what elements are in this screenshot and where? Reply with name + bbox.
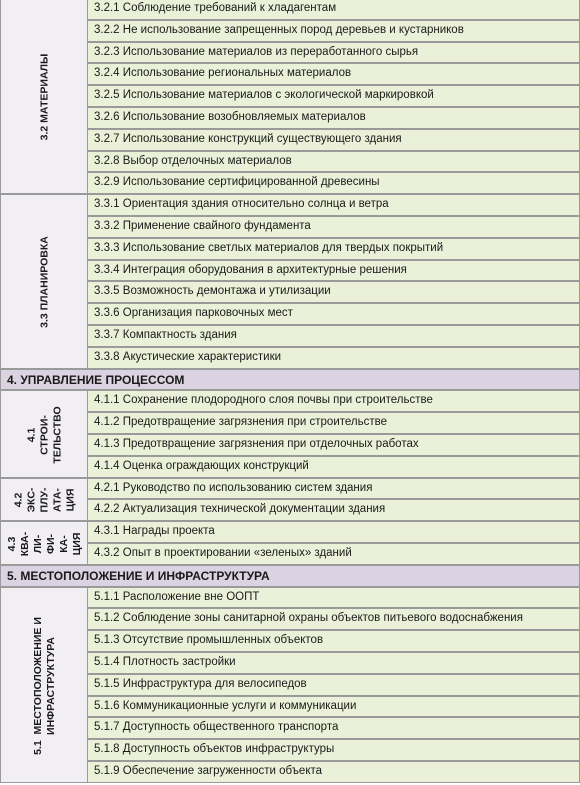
criterion-row [88,652,580,674]
criterion-text: 3.3.3 Использование светлых материалов для твердых покрытий [94,241,444,254]
group-label: 4.2 ЭКС- ПЛУ- АТА- ЦИЯ [12,487,77,513]
section-header-label: 5. МЕСТОПОЛОЖЕНИЕ И ИНФРАСТРУКТУРА [7,568,270,583]
criterion-row [88,630,580,652]
criterion-text: 4.1.3 Предотвращение загрязнения при отделочных работах [94,438,419,450]
criterion-text: 3.2.6 Использование возобновляемых материалов [94,111,366,123]
criterion-row [88,347,580,369]
criterion-row [88,608,580,630]
criterion-text: 5.1.3 Отсутствие промышленных объектов [94,634,324,647]
criterion-text: 3.2.3 Использование материалов из переработанного сырья [94,45,419,58]
criterion-row [88,543,580,565]
criterion-row [88,521,580,543]
criterion-text: 3.2.8 Выбор отделочных материалов [94,154,292,167]
criterion-row [88,0,580,20]
criterion-row [88,216,580,238]
criterion-row [88,151,580,173]
group-label: 4.1 СТРОИ- ТЕЛЬСТВО [25,406,64,464]
group-label: 3.3 ПЛАНИРОВКА [38,236,51,329]
group-label-cell [0,587,88,783]
criterion-text: 5.1.1 Расположение вне ООПТ [94,590,260,603]
criterion-row [88,434,580,456]
criterion-text: 5.1.9 Обеспечение загруженности объекта [94,765,323,777]
criterion-row [88,20,580,42]
criterion-row [88,42,580,64]
criterion-text: 4.1.2 Предотвращение загрязнения при строительстве [94,416,387,429]
criterion-row [88,499,580,521]
criterion-row [88,238,580,260]
group-label-cell [0,194,88,368]
criterion-text: 3.2.5 Использование материалов с экологической маркировкой [94,89,434,102]
criterion-row [88,129,580,151]
criterion-row [88,412,580,434]
criterion-text: 5.1.4 Плотность застройки [94,656,236,668]
criterion-row [88,85,580,107]
criterion-text: 4.3.1 Награды проекта [94,525,215,538]
criterion-text: 4.3.2 Опыт в проектировании «зеленых» зданий [94,547,352,559]
criterion-text: 5.1.2 Соблюдение зоны санитарной охраны объектов питьевого водоснабжения [94,612,523,625]
criterion-text: 3.2.1 Соблюдение требований к хладагентам [94,2,337,14]
criterion-text: 4.2.1 Руководство по использованию систем здания [94,481,373,494]
criterion-row [88,325,580,347]
criterion-row [88,456,580,478]
group-label: 5.1 МЕСТОПОЛОЖЕНИЕ И ИНФРАСТРУКТУРА [32,616,57,755]
criterion-row [88,674,580,696]
criterion-text: 3.3.6 Организация парковочных мест [94,307,293,320]
criterion-text: 5.1.6 Коммуникационные услуги и коммуникации [94,699,357,712]
group-label-cell [0,478,88,522]
criterion-row [88,587,580,609]
group-label-cell [0,0,88,194]
criterion-row [88,739,580,761]
criterion-row [88,303,580,325]
section-header [0,565,580,587]
criterion-text: 5.1.5 Инфраструктура для велосипедов [94,677,307,690]
criterion-text: 3.3.7 Компактность здания [94,329,237,341]
criterion-row [88,478,580,500]
criterion-text: 4.1.4 Оценка ограждающих конструкций [94,459,309,472]
group-label: 4.3 КВА- ЛИ- ФИ- КА- ЦИЯ [6,531,83,557]
criterion-text: 3.2.7 Использование конструкций существующего здания [94,132,402,145]
criterion-text: 4.2.2 Актуализация технической документации здания [94,503,386,516]
criterion-text: 4.1.1 Сохранение плодородного слоя почвы при строительстве [94,394,433,407]
criterion-row [88,260,580,282]
criterion-text: 3.3.5 Возможность демонтажа и утилизации [94,285,331,298]
group-label: 3.2 МАТЕРИАЛЫ [38,53,51,141]
section-header-label: 4. УПРАВЛЕНИЕ ПРОЦЕССОМ [7,372,185,387]
group-label-cell [0,521,88,565]
criterion-text: 5.1.8 Доступность объектов инфраструктуры [94,743,335,756]
criterion-row [88,281,580,303]
criterion-text: 3.3.8 Акустические характеристики [94,350,282,363]
criterion-row [88,172,580,194]
group-label-cell [0,390,88,477]
criterion-row [88,194,580,216]
criterion-row [88,761,580,783]
criterion-text: 3.3.4 Интеграция оборудования в архитектурные решения [94,263,407,276]
criterion-row [88,63,580,85]
criterion-text: 5.1.7 Доступность общественного транспорта [94,721,339,734]
criterion-text: 3.2.4 Использование региональных материалов [94,67,352,80]
criterion-text: 3.2.2 Не использование запрещенных пород деревьев и кустарников [94,23,464,36]
criterion-text: 3.3.2 Применение свайного фундамента [94,220,311,232]
criterion-row [88,107,580,129]
criterion-row [88,390,580,412]
criterion-text: 3.2.9 Использование сертифицированной древесины [94,176,380,189]
criterion-row [88,717,580,739]
section-header [0,369,580,391]
criterion-row [88,696,580,718]
criterion-text: 3.3.1 Ориентация здания относительно солнца и ветра [94,198,389,211]
